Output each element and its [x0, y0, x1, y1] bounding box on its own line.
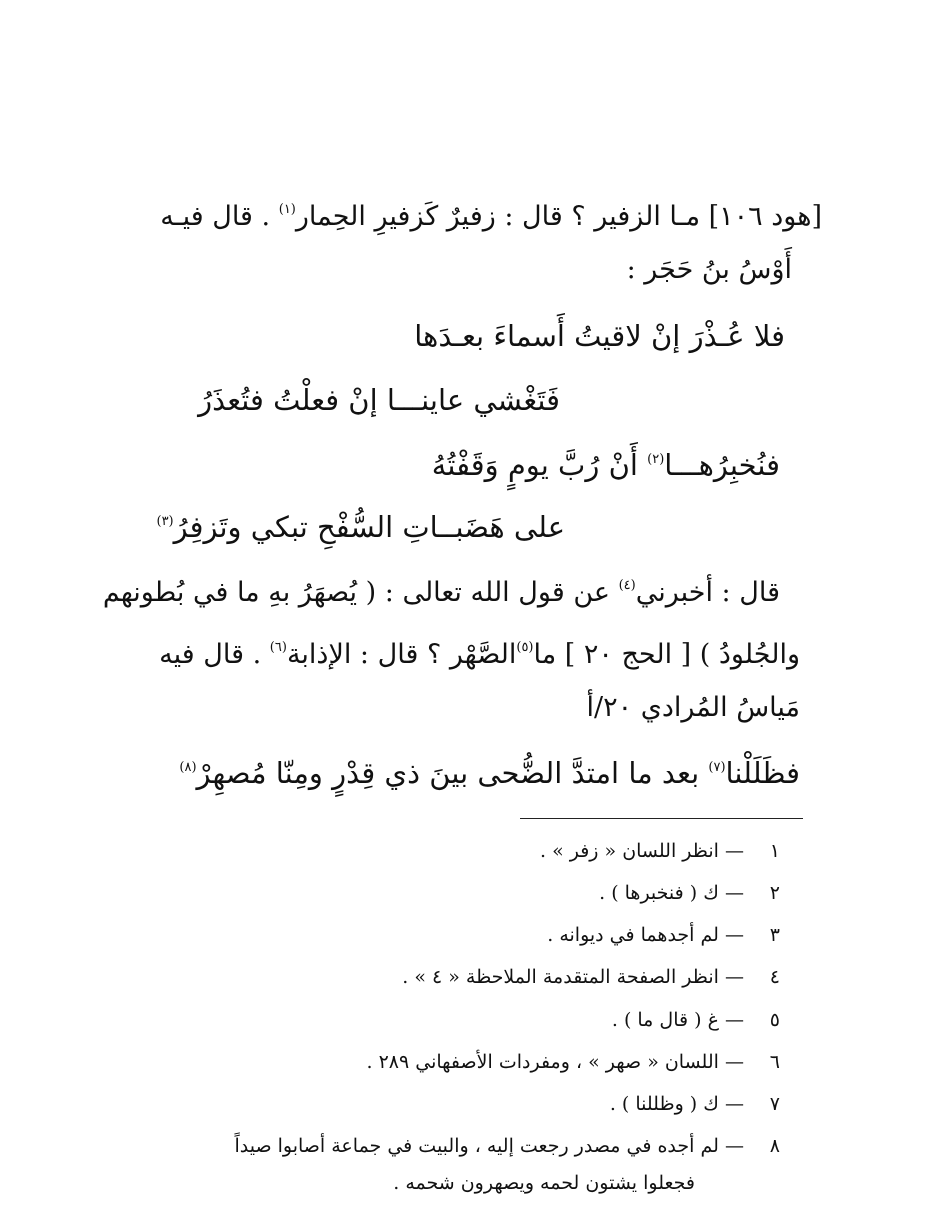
footnote-2: ٢ — ك ( فنخبرها ) .	[599, 882, 780, 904]
footnote-3: ٣ — لم أجدهما في ديوانه .	[547, 924, 780, 946]
verse-4: على هَضَبــاتِ السُّفْحِ تبكي وتَزفِرُ$^{(٣)}$	[156, 510, 565, 544]
footnote-ref: (٢)	[647, 452, 665, 467]
text-line-1: [هود ١٠٦] مـا الزفير ؟ قال : زفيرٌ كَزفيرِ الحِمار$^{(١)}$ . قال فيـه	[160, 201, 822, 232]
footnote-ref: (٥)	[516, 640, 534, 655]
footnote-7: ٧ — ك ( وظللنا ) .	[609, 1093, 780, 1115]
text-line-2: أَوْسُ بنُ حَجَر :	[626, 254, 792, 285]
footnote-ref: (١)	[278, 202, 296, 217]
footnote-ref: (٤)	[618, 578, 636, 593]
footnote-ref: (٧)	[708, 760, 726, 775]
footnote-ref: (٦)	[269, 640, 287, 655]
footnote-6: ٦ — اللسان « صهر » ، ومفردات الأصفهاني ٢٨٩ .	[366, 1051, 780, 1073]
footnote-separator	[520, 818, 803, 819]
text-line-3: قال : أخبرني$^{(٤)}$ عن قول الله تعالى : ( يُصهَرُ بهِ ما في بُطونهم	[102, 577, 780, 608]
verse-5: فظَلَلْنا$^{(٧)}$ بعد ما امتدَّ الضُّحى بينَ ذي قِدْرٍ ومِنّا مُصهِرْ$^{(٨)}$	[179, 756, 800, 790]
verse-1: فلا عُـذْرَ إنْ لاقيتُ أَسماءَ بعـدَها	[414, 319, 785, 353]
verse-3: فنُخبِرُهـــا$^{(٢)}$ أَنْ رُبَّ يومٍ وَقَفْتُهُ	[431, 448, 780, 482]
text-line-4: والجُلودُ ) [ الحج ٢٠ ] ما$^{(٥)}$الصَّهْر ؟ قال : الإذابة$^{(٦)}$ . قال فيه	[159, 639, 800, 670]
footnote-4: ٤ — انظر الصفحة المتقدمة الملاحظة « ٤ » .	[402, 966, 780, 988]
verse-2: فَتَغْشي عاينـــا إنْ فعلْتُ فتُعذَرُ	[198, 383, 560, 417]
footnote-ref: (٣)	[156, 514, 174, 529]
footnote-ref: (٨)	[179, 760, 197, 775]
footnote-8: ٨ — لم أجده في مصدر رجعت إليه ، والبيت في جماعة أصابوا صيداً	[234, 1135, 780, 1157]
footnote-8-continuation: فجعلوا يشتون لحمه ويصهرون شحمه .	[393, 1172, 695, 1194]
footnote-5: ٥ — غ ( قال ما ) .	[611, 1009, 780, 1031]
footnote-1: ١ — انظر اللسان « زفر » .	[540, 840, 780, 862]
text-line-5: مَياسُ المُرادي ٢٠/أ	[586, 692, 800, 723]
